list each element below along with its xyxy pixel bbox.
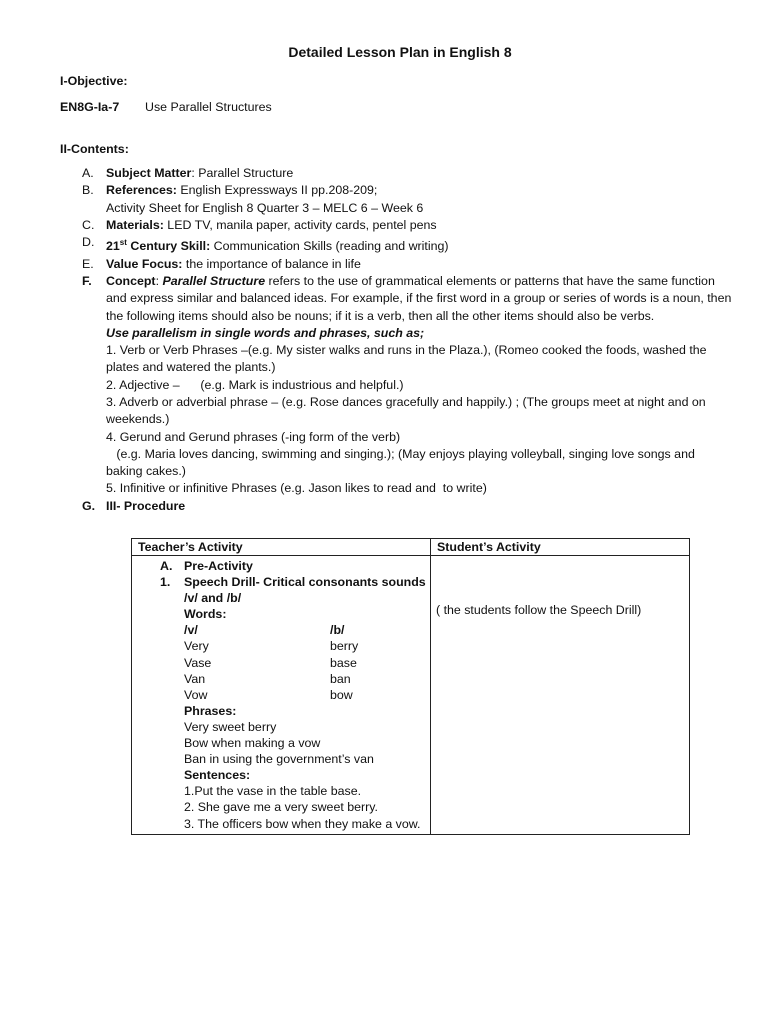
contents-item-f: F. Concept: Parallel Structure refers to the use of grammatical elements or patterns that have the same function and express similar and balanced ideas. For example, if the first word in a group or series of words is a noun, then the following items should also be nouns; if it is a verb, then all the other items should also be verbs. Use parallelism in single words and phrases, such as; 1. Verb or Verb Phrases –(e.g. My sister walks and runs in the Plaza.), (Romeo cooked the foods, washed the plates and watered the plants.) 2. Adjective – (e.g. Mark is industrious and helpful.) 3. Adverb or adverbial phrase – (e.g. Rose dances gracefully and happily.) ; (The groups meet at night and on weekends.) 4. Gerund and Gerund phrases (-ing form of the verb) (e.g. Maria loves dancing, swimming and singing.); (May enjoys playing volleyball, singing love songs and baking cakes.) 5. Infinitive or infinitive Phrases (e.g. Jason likes to read and to write) [82,273,732,498]
references-line2: Activity Sheet for English 8 Quarter 3 – MELC 6 – Week 6 [106,200,424,215]
phrases-label: Phrases: [184,703,237,718]
references-text: English Expressways II pp.208-209; [176,183,378,198]
sentences-label: Sentences: [184,768,251,783]
contents-heading: II-Contents: [60,142,129,156]
concept-point: (e.g. Maria loves dancing, swimming and singing.); (May enjoys playing volleyball, singing love songs and baking cakes.) [106,446,699,479]
procedure-table [131,538,690,835]
concept-point: 3. Adverb or adverbial phrase – (e.g. Rose dances gracefully and happily.) ; (The groups meet at night and on weekends.) [106,394,706,427]
contents-item-b [82,182,732,217]
contents-list [82,165,732,515]
student-activity-text: ( the students follow the Speech Drill) [436,603,642,617]
value-focus-label: Value Focus: [106,256,183,271]
list-marker: B. [82,183,94,198]
table-row [132,556,690,835]
phrase-item: Very sweet berry [184,719,277,734]
word-pair: Vase base [184,655,357,670]
contents-item-d [82,234,732,255]
materials-label: Materials: [106,217,164,232]
teacher-activity-cell [132,556,431,835]
phrase-item: Bow when making a vow [184,736,321,751]
word-pair: Vow bow [184,687,353,702]
page-title: Detailed Lesson Plan in English 8 [288,44,512,60]
word-pair: Van ban [184,671,351,686]
contents-item-a [82,165,732,182]
objective-text: Use Parallel Structures [145,100,272,114]
concept-point: 2. Adjective – (e.g. Mark is industrious and helpful.) [106,377,404,392]
contents-item-c [82,217,732,234]
concept-subheading: Use parallelism in single words and phrases, such as; [106,325,425,340]
procedure-label: III- Procedure [106,498,186,513]
sentence-item: 2. She gave me a very sweet berry. [184,800,378,815]
sentence-item: 1.Put the vase in the table base. [184,784,362,799]
teacher-activity-header: Teacher’s Activity [132,539,431,556]
concept-label: Concept [106,273,156,288]
speech-drill-heading: 1. Speech Drill- Critical consonants sounds /v/ and /b/ [160,575,426,606]
subject-matter-label: Subject Matter [106,166,192,180]
references-label: References: [106,183,177,198]
value-focus-text: the importance of balance in life [182,256,361,271]
objective-heading: I-Objective: [60,74,128,88]
contents-item-g [82,498,732,515]
century-skill-text: Communication Skills (reading and writing) [210,239,449,254]
word-pair: Very berry [184,639,359,654]
word-pair-header: /v/ /b/ [184,623,345,638]
list-marker: G. [82,498,96,513]
objective-code: EN8G-Ia-7 [60,100,120,114]
list-marker: C. [82,217,95,232]
contents-item-e [82,256,732,273]
words-label: Words: [184,607,227,622]
table-header-row [132,539,690,556]
student-activity-cell [431,556,690,835]
list-marker: A. [82,166,94,180]
concept-point: 1. Verb or Verb Phrases –(e.g. My sister walks and runs in the Plaza.), (Romeo cooked the foods, washed the plates and watered the plants.) [106,343,707,375]
list-marker: E. [82,256,94,271]
sentence-item: 3. The officers bow when they make a vow. [184,816,421,831]
list-marker: D. [82,235,95,250]
phrase-item: Ban in using the government’s van [184,752,374,767]
century-skill-label: 21st Century Skill: [106,238,211,254]
list-marker: F. [82,273,92,288]
concept-point: 5. Infinitive or infinitive Phrases (e.g. Jason likes to read and to write) [106,481,487,496]
student-activity-header: Student’s Activity [431,539,690,556]
materials-text: LED TV, manila paper, activity cards, pentel pens [163,217,437,232]
pre-activity-heading: A. Pre-Activity [160,559,253,573]
subject-matter-text: : Parallel Structure [191,166,294,180]
concept-term: Parallel Structure [162,273,266,288]
concept-point: 4. Gerund and Gerund phrases (-ing form of the verb) [106,429,401,444]
concept-text: refers to the use of grammatical elements or patterns that have the same function and express similar and balanced ideas. For example, if the first word in a group or series of words is a noun, then the following items should also be nouns; if it is a verb, then all the other items should also be verbs. [106,273,732,323]
